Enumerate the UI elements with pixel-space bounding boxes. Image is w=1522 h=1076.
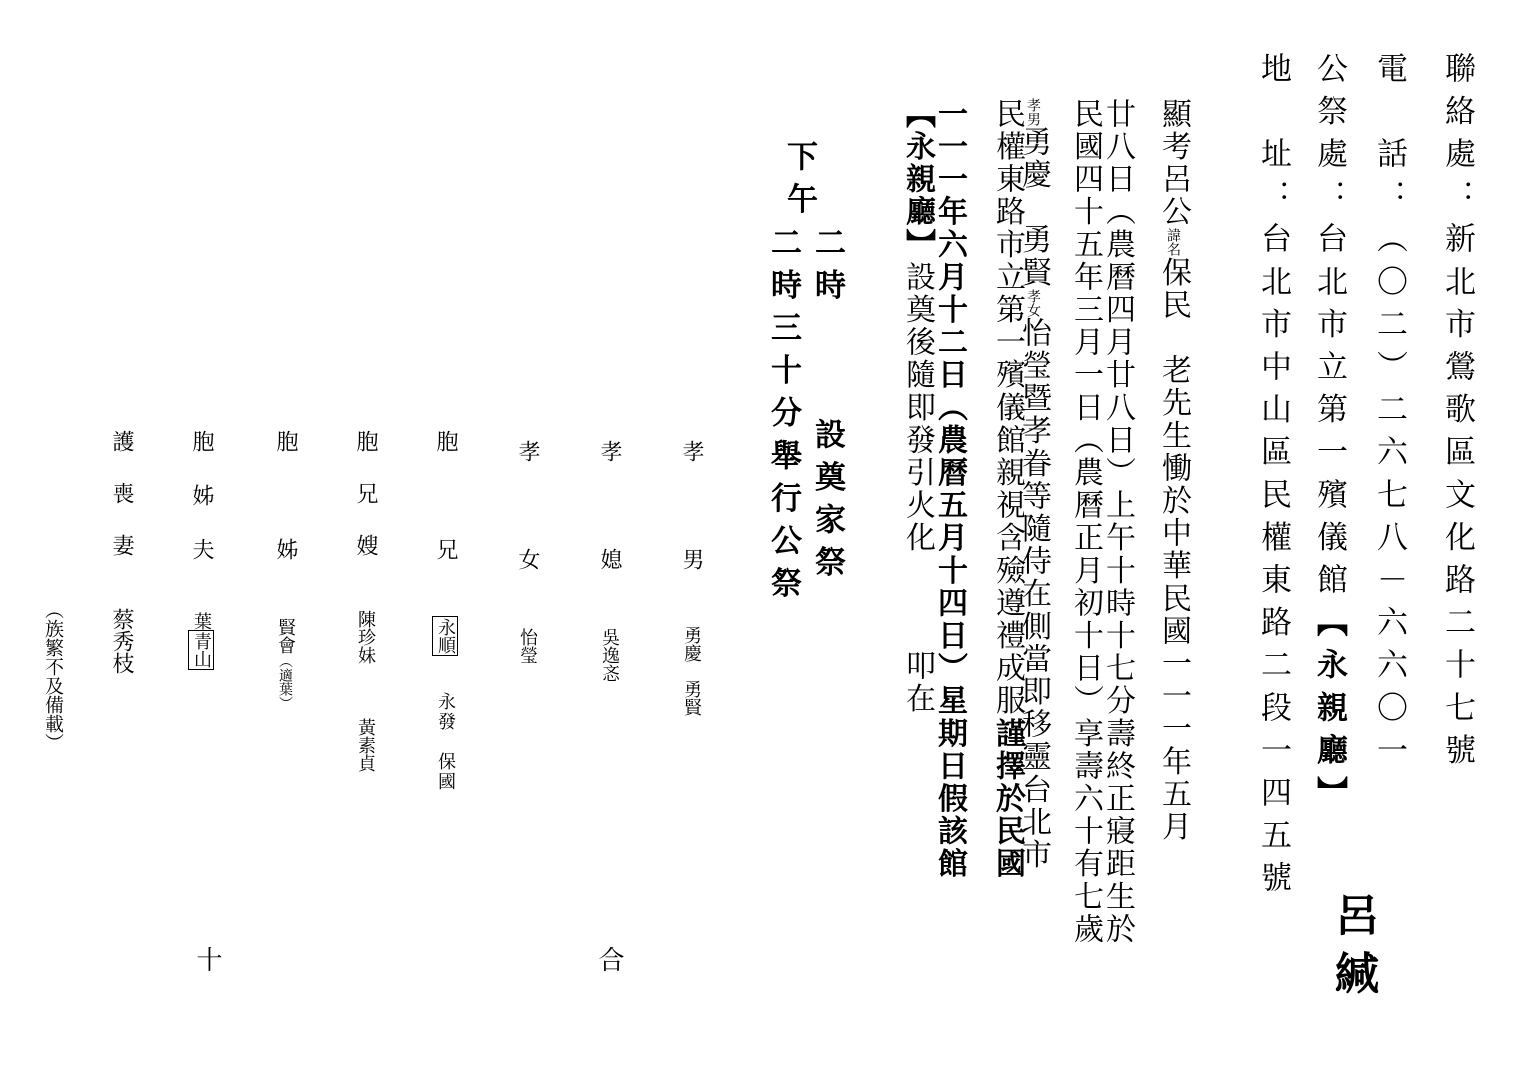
family-names: 陳珍妹 黃素貞: [355, 610, 376, 772]
family-role: 胞 兄: [433, 430, 458, 592]
liaison-line: [1439, 52, 1475, 777]
family-note: （適葉）: [277, 654, 293, 710]
family-names: 勇慶 勇賢: [681, 626, 702, 716]
family-role: 胞 姊: [273, 430, 298, 592]
family-member: [354, 430, 376, 772]
address-line: [1255, 52, 1291, 905]
family-role: 孝 媳: [597, 440, 622, 602]
venue-line: [1311, 52, 1347, 819]
closing-mark-1: 合: [594, 946, 624, 972]
family-names: 吳逸忞: [599, 628, 620, 682]
phone-label: 電 話：: [1371, 52, 1407, 223]
liaison-value: 新北市鶯歌區文化路二十七號: [1439, 222, 1475, 777]
family-name-boxed: 青山: [188, 630, 214, 670]
phone-line: [1371, 52, 1407, 777]
obituary-line-2: 廿八日（農曆四月廿八日）上午十時十七分壽終正寢距生於: [1100, 98, 1135, 946]
obituary-text: 叩在: [900, 650, 935, 716]
venue-value: 台北市立第一殯儀館: [1311, 222, 1347, 606]
family-member: [516, 440, 538, 664]
family-member: [274, 430, 296, 710]
closing-note: （族繁不及備載）: [42, 600, 64, 752]
family-role: 孝 男: [679, 440, 704, 602]
obituary-text: 保民 老先生慟於中華民國一一一年五月: [1156, 256, 1191, 844]
address-label: 地 址：: [1255, 52, 1291, 223]
obituary-text: 顯考呂公: [1156, 98, 1191, 229]
family-name-boxed: 永順: [432, 616, 458, 656]
family-member: [680, 440, 702, 716]
taboo-name-label: 諱名: [1165, 228, 1181, 257]
family-role: 胞兄嫂: [353, 430, 378, 586]
family-names: 怡瑩: [517, 628, 538, 664]
family-member: [598, 440, 620, 682]
schedule-time-2: 二時三十分舉行公祭: [765, 226, 801, 610]
obituary-text: 勇慶 勇賢: [1016, 126, 1051, 289]
obituary-text-bold: 謹擇於民國: [990, 717, 1025, 881]
obituary-line-7: [900, 98, 935, 716]
obituary-text: 設奠後隨即發引火化: [900, 261, 935, 555]
venue-hall: 【永親廳】: [1311, 605, 1347, 819]
liaison-label: 聯絡處：: [1439, 52, 1475, 223]
venue-label: 公祭處：: [1311, 52, 1347, 223]
address-value: 台北市中山區民權東路二段一四五號: [1255, 222, 1291, 905]
family-names: 永發 保國: [435, 692, 456, 792]
family-role: 胞姊夫: [189, 430, 214, 592]
filial-daughter-label: 孝女: [1025, 289, 1041, 317]
family-role: 孝 女: [515, 440, 540, 602]
family-member: [432, 430, 458, 792]
obituary-line-1: [1156, 98, 1191, 844]
schedule-time-1: 二時: [809, 226, 845, 312]
phone-value: （〇二）二六七八－六六〇一: [1371, 222, 1407, 777]
obituary-text: 怡瑩暨孝眷等隨侍在側當即移靈台北市: [1016, 317, 1051, 872]
family-role: 護喪妻: [109, 430, 134, 586]
family-names: 葉: [191, 612, 212, 630]
family-names: 賢會: [275, 618, 296, 654]
obituary-line-5: [990, 98, 1025, 881]
hall-name: 【永親廳】: [900, 98, 935, 261]
closing-mark-2: 十: [192, 946, 222, 972]
family-member: [188, 430, 214, 670]
family-names: 蔡秀枝: [109, 608, 134, 674]
filial-son-label: 孝男: [1025, 98, 1041, 126]
signature: 呂緘: [1327, 892, 1378, 1008]
obituary-line-6: 一一一年六月十二日（農曆五月十四日）星期日假該館: [932, 98, 967, 881]
schedule-afternoon: 下午: [781, 140, 817, 226]
schedule-event-1: 設奠家祭: [809, 418, 845, 589]
family-member: [110, 430, 132, 674]
obituary-text: 民權東路市立第一殯儀館親視含殮遵禮成服: [990, 98, 1025, 718]
obituary-line-3: 民國四十五年三月一日（農曆正月初十日）享壽六十有七歲: [1068, 98, 1103, 946]
